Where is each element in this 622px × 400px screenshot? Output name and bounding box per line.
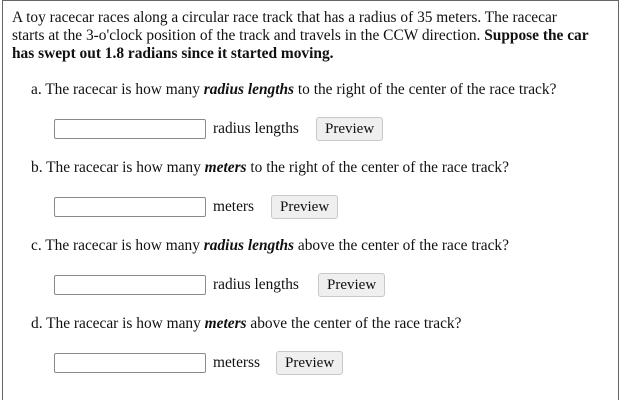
question-c-emphasis: radius lengths (203, 237, 295, 254)
question-d-suffix: above the center of the race track? (246, 315, 462, 332)
question-a-emphasis: radius lengths (203, 81, 295, 98)
question-a-prefix: a. The racecar is how many (31, 81, 204, 98)
question-c (31, 237, 509, 255)
question-b-emphasis: meters (204, 159, 247, 176)
question-d (31, 315, 461, 333)
intro-text: A toy racecar races along a circular race track that has a radius of 35 meters. The racecar starts at the 3-o'clock position of the track and travels in the CCW direction. (12, 9, 557, 44)
question-c-prefix: c. The racecar is how many (31, 237, 204, 254)
unit-label-a: radius lengths (213, 120, 299, 137)
intro-bold-text: Suppose the car has swept out 1.8 radians since it started moving. (12, 27, 589, 62)
question-d-prefix: d. The racecar is how many (31, 315, 205, 332)
question-b (31, 159, 509, 177)
preview-button-d[interactable]: Preview (276, 351, 343, 375)
unit-label-d: meterss (213, 354, 261, 371)
question-b-prefix: b. The racecar is how many (31, 159, 205, 176)
question-d-emphasis: meters (204, 315, 247, 332)
question-b-suffix: to the right of the center of the race track? (246, 159, 509, 176)
unit-label-c: radius lengths (213, 276, 299, 293)
answer-input-c[interactable] (54, 275, 206, 295)
answer-input-b[interactable] (54, 197, 206, 217)
preview-button-a[interactable]: Preview (316, 117, 383, 141)
question-a-suffix: to the right of the center of the race track? (294, 81, 557, 98)
preview-button-b[interactable]: Preview (271, 195, 338, 219)
answer-input-d[interactable] (54, 353, 206, 373)
answer-input-a[interactable] (54, 119, 206, 139)
question-c-suffix: above the center of the race track? (294, 237, 509, 254)
problem-statement (12, 9, 592, 63)
unit-label-b: meters (213, 198, 255, 215)
question-a (31, 81, 556, 99)
preview-button-c[interactable]: Preview (318, 273, 385, 297)
